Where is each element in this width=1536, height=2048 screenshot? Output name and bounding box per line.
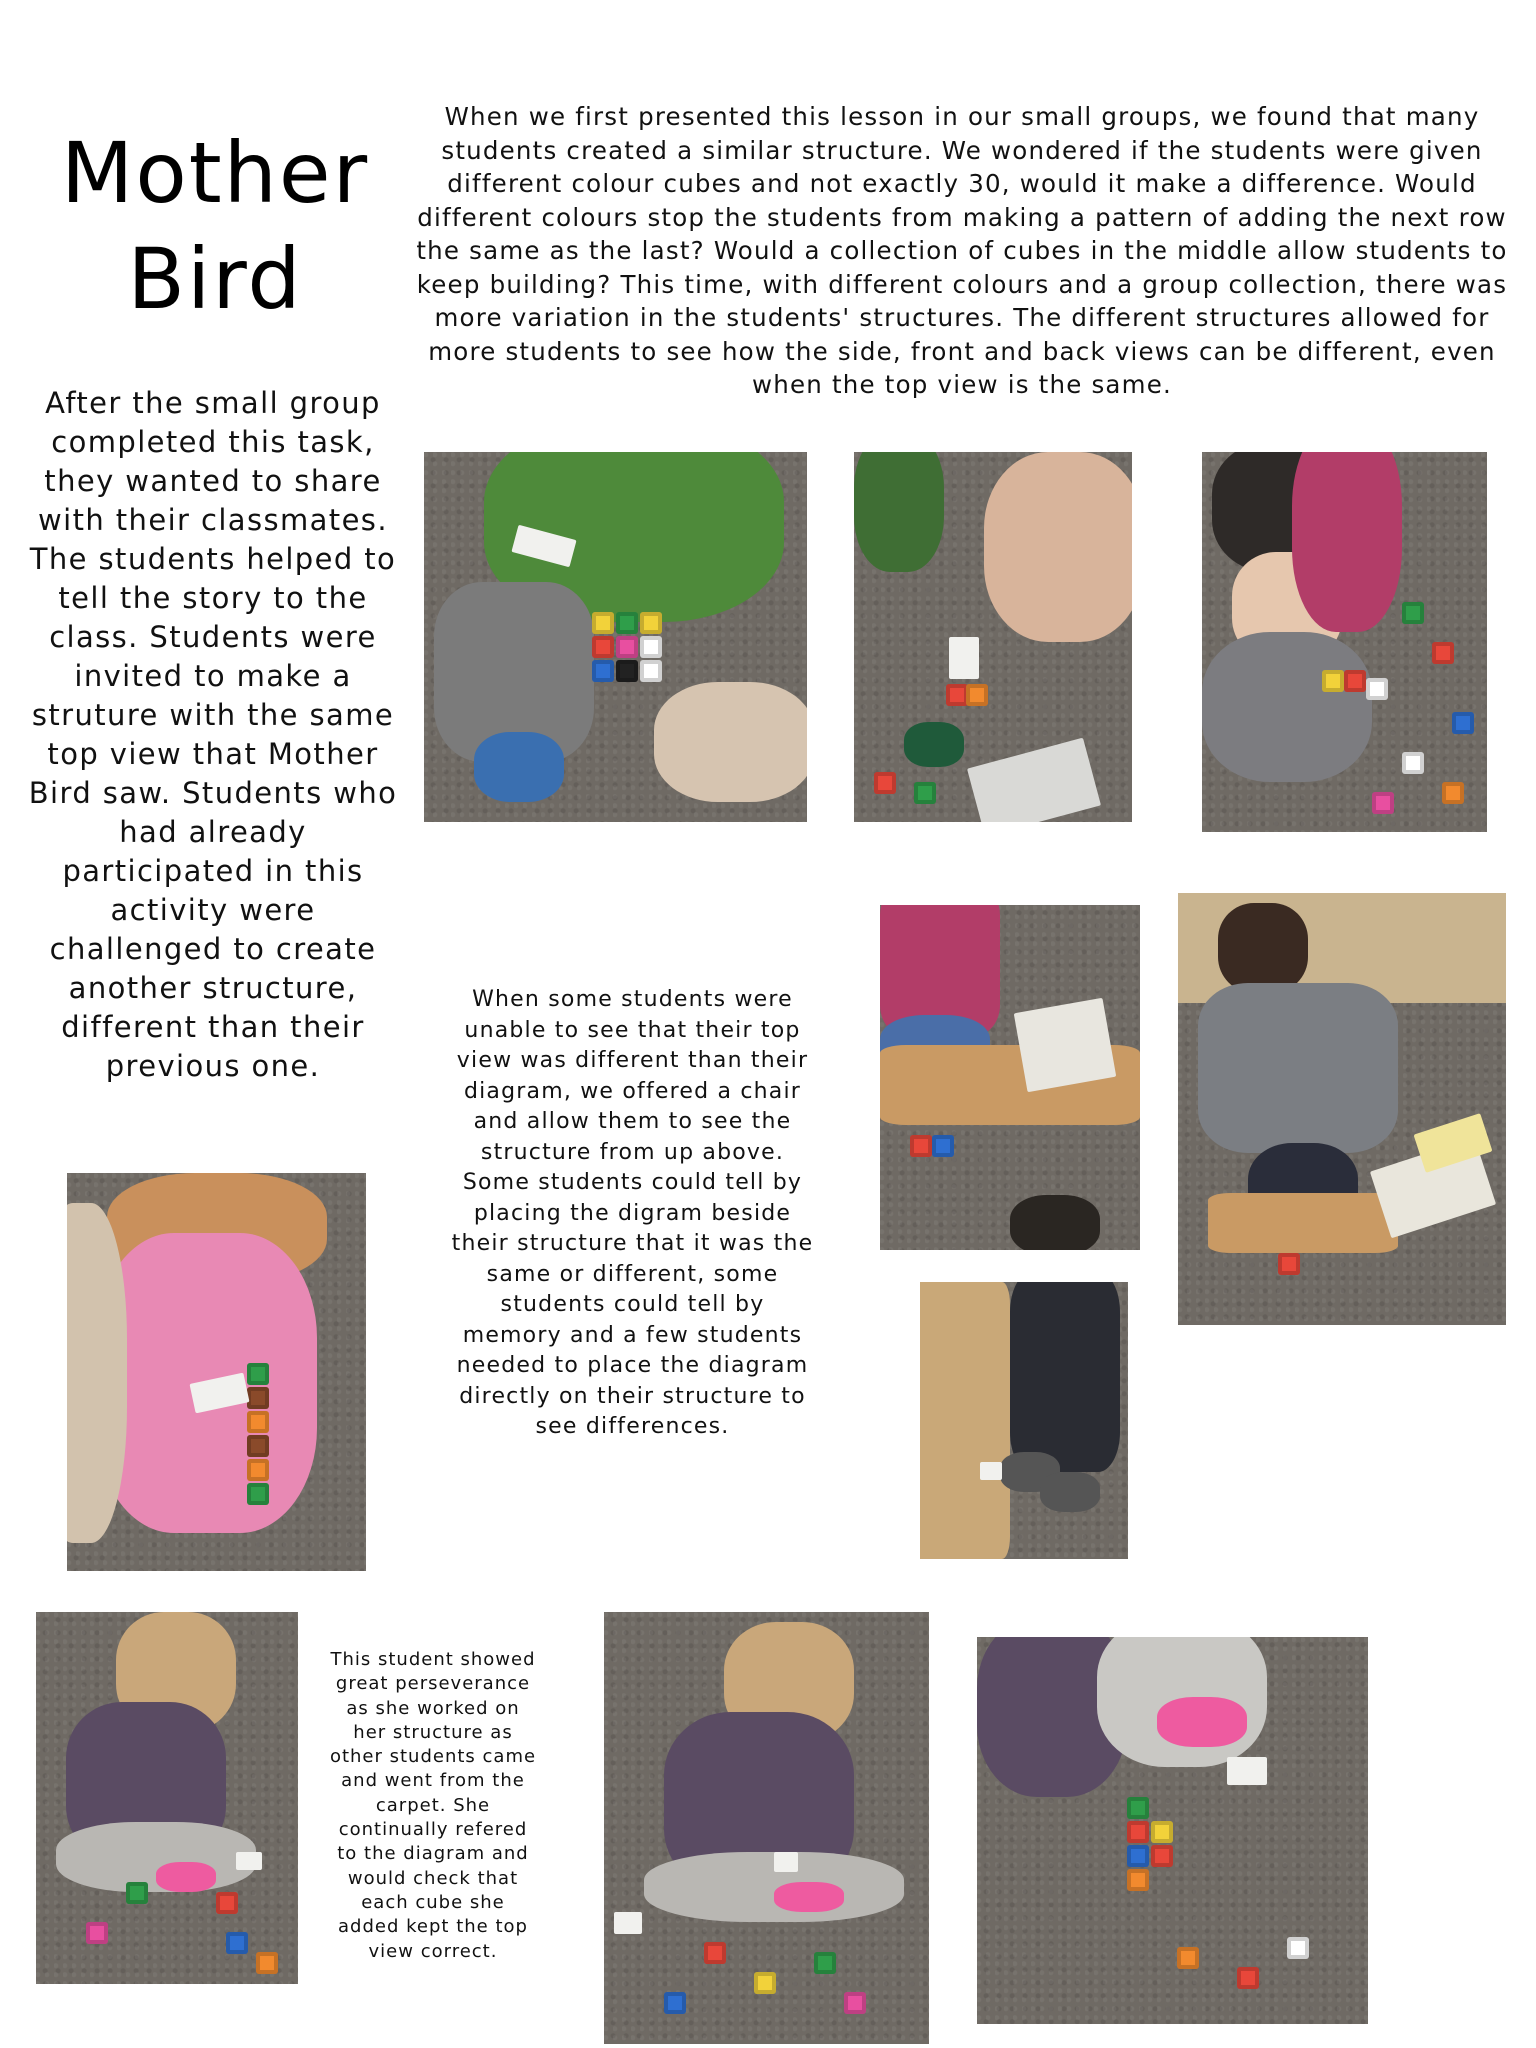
- photo-boy-standing-on-chair: [1178, 893, 1506, 1325]
- middle-paragraph: When some students were unable to see that their top view was different than their diagram, we offered a chair and allow them to see the structure from up above. Some students could tell by placing the digram beside their structure that it was the same or different, some students could tell by memory and a few students needed to place the diagram directly on their structure to see differences.: [451, 987, 814, 1439]
- photo-hands-building-tower: [977, 1637, 1368, 2024]
- photo-child-standing-on-chair: [880, 905, 1140, 1250]
- photo-hands-holding-diagram: [854, 452, 1132, 822]
- left-paragraph: After the small group completed this task, they wanted to share with their classmates. The students helped to tell the story to the class. Students were invited to make a struture with the same top view that Mother Bird saw. Students who had already participated in this activity were challenged to create another structure, different than their previous one.: [28, 386, 398, 1083]
- page-title-line-1: Mother: [60, 124, 370, 222]
- photo-student-legs-by-chair: [920, 1282, 1128, 1559]
- photo-girl-holding-cube-tower: [67, 1173, 366, 1571]
- photo-girl-kneeling-building-1: [36, 1612, 298, 1984]
- bottom-caption: This student showed great perseverance as she worked on her structure as other students came and went from the carpet. She continually refered to the diagram and would check that each cube she added kept the top view correct.: [329, 1649, 537, 1962]
- photo-girl-kneeling-building-2: [604, 1612, 929, 2044]
- page-title-line-2: Bird: [127, 230, 303, 328]
- photo-child-holding-cube-structure: [424, 452, 807, 822]
- photo-girl-building-on-carpet: [1202, 452, 1487, 832]
- page-title: [40, 120, 390, 332]
- intro-paragraph: When we first presented this lesson in our small groups, we found that many students created a similar structure. We wondered if the students were given different colour cubes and not exactly 30, would it make a difference. Would different colours stop the students from making a pattern of adding the next row the same as the last? Would a collection of cubes in the middle allow students to keep building? This time, with different colours and a group collection, there was more variation in the students' structures. The different structures allowed for more students to see how the side, front and back views can be different, even when the top view is the same.: [416, 102, 1508, 399]
